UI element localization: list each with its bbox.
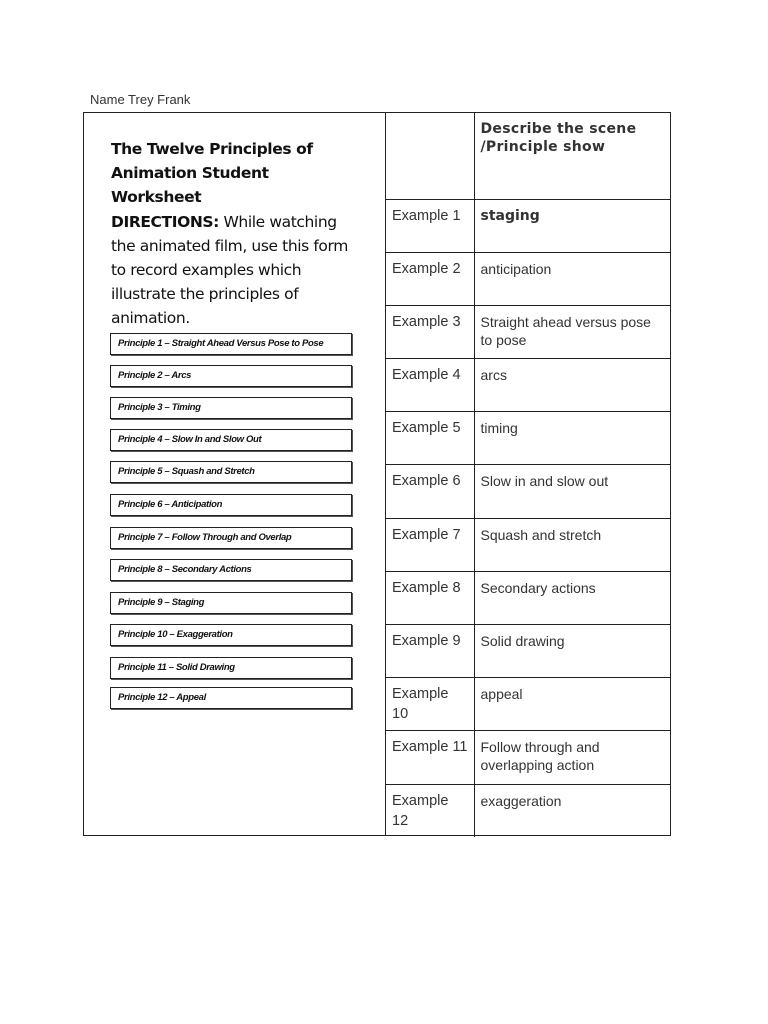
- example-description[interactable]: timing: [474, 412, 670, 465]
- example-label: Example 4: [386, 359, 474, 412]
- principle-12: Principle 12 – Appeal: [110, 687, 352, 709]
- example-label: Example 11: [386, 731, 474, 784]
- principle-6: Principle 6 – Anticipation: [110, 494, 352, 516]
- example-label: Example 1: [386, 199, 474, 252]
- example-label: Example 5: [386, 412, 474, 465]
- principle-5: Principle 5 – Squash and Stretch: [110, 461, 352, 483]
- principle-9: Principle 9 – Staging: [110, 592, 352, 614]
- example-description[interactable]: Slow in and slow out: [474, 465, 670, 518]
- student-name: Name Trey Frank: [90, 92, 191, 107]
- principle-3: Principle 3 – Timing: [110, 397, 352, 419]
- header-cell-description: Describe the scene /Principle show: [474, 113, 670, 199]
- example-label: Example 12: [386, 784, 474, 837]
- principle-8: Principle 8 – Secondary Actions: [110, 559, 352, 581]
- worksheet-title-line1: The Twelve Principles of: [111, 140, 313, 158]
- example-description[interactable]: anticipation: [474, 252, 670, 305]
- directions-label: DIRECTIONS:: [111, 212, 219, 231]
- table-row: [386, 571, 670, 624]
- table-row: [386, 678, 670, 731]
- worksheet-table: [83, 112, 671, 836]
- table-row: [386, 784, 670, 837]
- table-row: [386, 625, 670, 678]
- example-label: Example 9: [386, 625, 474, 678]
- example-description[interactable]: Straight ahead versus pose to pose: [474, 305, 670, 358]
- table-row: [386, 305, 670, 358]
- example-label: Example 2: [386, 252, 474, 305]
- table-row: [386, 252, 670, 305]
- table-row: [386, 731, 670, 784]
- instructions-panel: [84, 113, 386, 835]
- examples-table: [386, 113, 670, 837]
- example-label: Example 3: [386, 305, 474, 358]
- principle-4: Principle 4 – Slow In and Slow Out: [110, 429, 352, 451]
- principle-2: Principle 2 – Arcs: [110, 365, 352, 387]
- principle-10: Principle 10 – Exaggeration: [110, 624, 352, 646]
- worksheet-title-line2: Animation Student Worksheet: [111, 164, 269, 207]
- table-row: [386, 518, 670, 571]
- principle-11: Principle 11 – Solid Drawing: [110, 657, 352, 679]
- example-description[interactable]: arcs: [474, 359, 670, 412]
- example-description[interactable]: Squash and stretch: [474, 518, 670, 571]
- header-cell-example: [386, 113, 474, 199]
- example-description[interactable]: Secondary actions: [474, 571, 670, 624]
- example-description[interactable]: appeal: [474, 678, 670, 731]
- worksheet-heading: [111, 137, 361, 331]
- principle-7: Principle 7 – Follow Through and Overlap: [110, 527, 352, 549]
- example-label: Example 6: [386, 465, 474, 518]
- example-description[interactable]: Solid drawing: [474, 625, 670, 678]
- table-header-row: [386, 113, 670, 199]
- example-description[interactable]: exaggeration: [474, 784, 670, 837]
- table-row: [386, 199, 670, 252]
- table-row: [386, 465, 670, 518]
- example-label: Example 10: [386, 678, 474, 731]
- table-row: [386, 412, 670, 465]
- table-row: [386, 359, 670, 412]
- example-description[interactable]: Follow through and overlapping action: [474, 731, 670, 784]
- example-description[interactable]: staging: [474, 199, 670, 252]
- example-label: Example 8: [386, 571, 474, 624]
- principle-1: Principle 1 – Straight Ahead Versus Pose to Pose: [110, 333, 352, 355]
- directions-text: While watching the animated film, use this form to record examples which illustrate the principles of animation.: [111, 212, 348, 328]
- example-label: Example 7: [386, 518, 474, 571]
